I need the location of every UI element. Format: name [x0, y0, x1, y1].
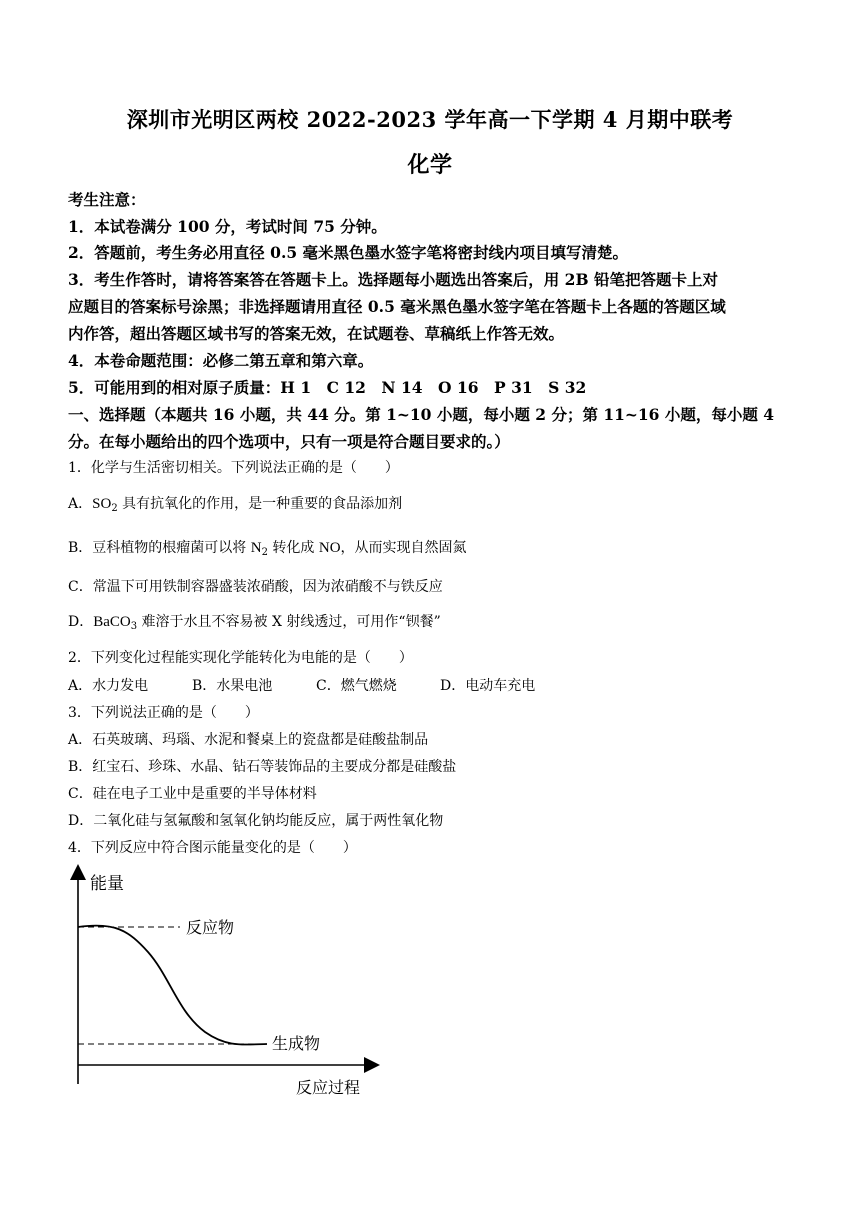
- option-b-text-3: ，从而实现自然固氮: [340, 540, 467, 556]
- option-d-text: 难溶于水且不容易被 X 射线透过，可用作“钡餐”: [137, 614, 441, 630]
- question-2-options: [68, 676, 808, 696]
- option-a-text: 具有抗氧化的作用，是一种重要的食品添加剂: [117, 496, 403, 512]
- question-2-option-c: C．燃气燃烧: [316, 678, 397, 694]
- question-2-option-b: B．水果电池: [192, 678, 273, 694]
- question-2-stem: 2．下列变化过程能实现化学能转化为电能的是（ ）: [68, 650, 413, 666]
- option-b-text-1: B．豆科植物的根瘤菌可以将: [68, 540, 251, 556]
- option-d-label: D．: [68, 614, 94, 630]
- product-label: 生成物: [272, 1034, 321, 1053]
- question-1-option-c: C．常温下可用铁制容器盛装浓硝酸，因为浓硝酸不与铁反应: [68, 579, 443, 595]
- exam-subject: 化学: [407, 152, 453, 178]
- question-2-option-a: A．水力发电: [68, 678, 149, 694]
- question-3-stem: 3．下列说法正确的是（ ）: [68, 705, 259, 721]
- notice-item-5: 5．可能用到的相对原子质量：H 1 C 12 N 14 O 16 P 31 S 32: [68, 378, 587, 397]
- formula-baco3: BaCO: [93, 614, 131, 630]
- formula-so2-subscript: 2: [111, 503, 118, 514]
- notice-item-4: 4．本卷命题范围：必修二第五章和第六章。: [68, 351, 374, 370]
- question-1-option-a: [68, 494, 808, 514]
- question-2-option-d: D．电动车充电: [440, 678, 536, 694]
- notice-item-1: 1．本试卷满分 100 分，考试时间 75 分钟。: [68, 217, 387, 236]
- section-heading: 一、选择题（本题共 16 小题，共 44 分。第 1~10 小题，每小题 2 分；第 11~16 小题，每小题 4: [68, 405, 775, 424]
- exam-title: 深圳市光明区两校 2022-2023 学年高一下学期 4 月期中联考: [126, 107, 734, 132]
- formula-baco3-subscript: 3: [130, 621, 138, 632]
- question-3-option-d: D．二氧化硅与氢氟酸和氢氧化钠均能反应，属于两性氧化物: [68, 813, 444, 829]
- question-3-option-b: B．红宝石、珍珠、水晶、钻石等装饰品的主要成分都是硅酸盐: [68, 759, 457, 775]
- energy-axis-label: 能量: [90, 874, 124, 894]
- reactant-label: 反应物: [186, 918, 235, 937]
- question-3-option-c: C．硅在电子工业中是重要的半导体材料: [68, 786, 317, 802]
- question-4-stem: 4．下列反应中符合图示能量变化的是（ ）: [68, 840, 357, 856]
- notice-item-3: 3．考生作答时，请将答案答在答题卡上。选择题每小题选出答案后，用 2B 铅笔把答题卡上对: [68, 270, 718, 289]
- process-axis-label: 反应过程: [296, 1078, 361, 1097]
- energy-diagram: [60, 862, 390, 1102]
- formula-n2-subscript: 2: [261, 547, 268, 558]
- notice-item-3-cont-2: 内作答，超出答题区域书写的答案无效，在试题卷、草稿纸上作答无效。: [68, 324, 565, 343]
- notice-item-2: 2．答题前，考生务必用直径 0.5 毫米黑色墨水签字笔将密封线内项目填写清楚。: [68, 243, 629, 262]
- option-a-label: A．: [68, 496, 93, 512]
- formula-so2: SO: [92, 496, 112, 512]
- notice-heading: 考生注意：: [68, 190, 146, 209]
- formula-no: NO: [318, 540, 341, 556]
- question-1-option-d: [68, 612, 808, 632]
- question-1-option-b: [68, 538, 808, 558]
- formula-n2: N: [250, 540, 262, 556]
- notice-item-3-cont-1: 应题目的答案标号涂黑；非选择题请用直径 0.5 毫米黑色墨水签字笔在答题卡上各题的答题区域: [68, 297, 726, 316]
- option-b-text-2: 转化成: [267, 540, 319, 556]
- question-3-option-a: A．石英玻璃、玛瑙、水泥和餐桌上的瓷盘都是硅酸盐制品: [68, 732, 429, 748]
- question-1-stem: 1．化学与生活密切相关。下列说法正确的是（ ）: [68, 460, 399, 476]
- energy-curve: [78, 926, 267, 1045]
- section-heading-cont: 分。在每小题给出的四个选项中，只有一项是符合题目要求的。）: [68, 432, 510, 451]
